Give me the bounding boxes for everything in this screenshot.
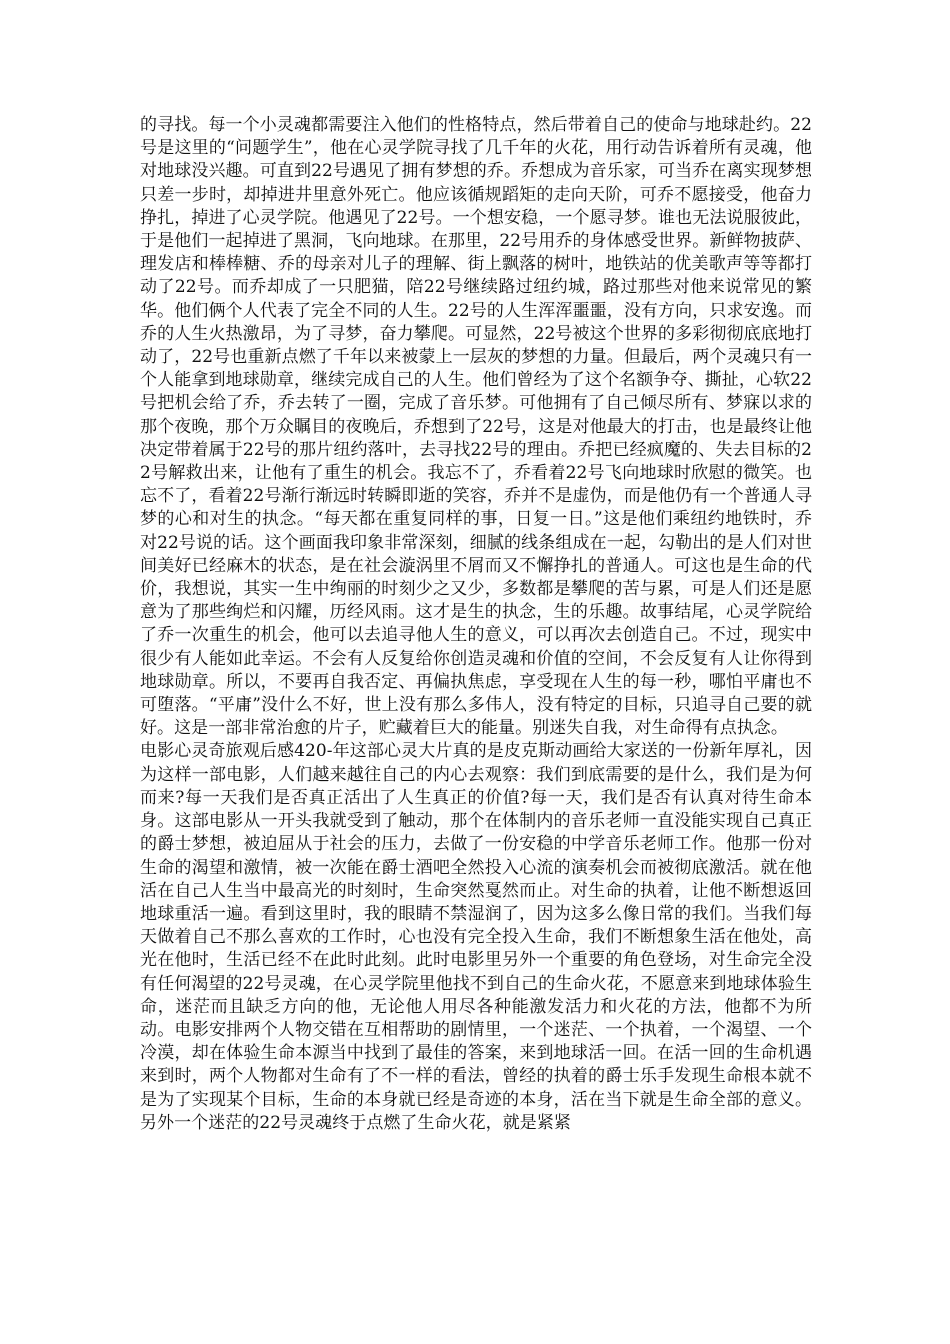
article-paragraph-2: 电影心灵奇旅观后感420-年这部心灵大片真的是皮克斯动画给大家送的一份新年厚礼，因为这样一部电影，人们越来越往自己的内心去观察：我们到底需要的是什么，我们是为何而来?每一天我们是否真正活出了人生真正的价值?每一天，我们是否有认真对待生命本身。这部电影从一开头我就受到了触动，那个在体制内的音乐老师一直没能实现自己真正的爵士梦想，被迫屈从于社会的压力，去做了一份安稳的中学音乐老师工作。他那一份对生命的渴望和激情，被一次能在爵士酒吧全然投入心流的演奏机会而被彻底激活。就在他活在自己人生当中最高光的时刻时，生命突然戛然而止。对生命的执着，让他不断想返回地球重活一遍。看到这里时，我的眼睛不禁湿润了，因为这多么像日常的我们。当我们每天做着自己不那么喜欢的工作时，心也没有完全投入生命，我们不断想象生活在他处，高光在他时，生活已经不在此时此刻。此时电影里另外一个重要的角色登场，对生命完全没有任何渴望的22号灵魂，在心灵学院里他找不到自己的生命火花，不愿意来到地球体验生命，迷茫而且缺乏方向的他，无论他人用尽各种能激发活力和火花的方法，他都不为所动。电影安排两个人物交错在互相帮助的剧情里，一个迷茫、一个执着，一个渴望、一个冷漠，却在体验生命本源当中找到了最佳的答案，来到地球活一回。在活一回的生命机遇来到时，两个人物都对生命有了不一样的看法，曾经的执着的爵士乐手发现生命根本就不是为了实现某个目标，生命的本身就已经是奇迹的本身，活在当下就是生命全部的意义。另外一个迷茫的22号灵魂终于点燃了生命火花，就是紧紧: [140, 741, 812, 1133]
article-body: [140, 114, 812, 1135]
article-paragraph-1: 的寻找。每一个小灵魂都需要注入他们的性格特点，然后带着自己的使命与地球赴约。22号是这里的“问题学生”，他在心灵学院寻找了几千年的火花，用行动告诉着所有灵魂，他对地球没兴趣。可直到22号遇见了拥有梦想的乔。乔想成为音乐家，可当乔在离实现梦想只差一步时，却掉进井里意外死亡。他应该循规蹈矩的走向天阶，可乔不愿接受，他奋力挣扎，掉进了心灵学院。他遇见了22号。一个想安稳，一个愿寻梦。谁也无法说服彼此，于是他们一起掉进了黑洞，飞向地球。在那里，22号用乔的身体感受世界。新鲜物披萨、理发店和棒棒糖、乔的母亲对儿子的理解、街上飘落的树叶，地铁站的优美歌声等等都打动了22号。而乔却成了一只肥猫，陪22号继续路过纽约城，路过那些对他来说常见的繁华。他们俩个人代表了完全不同的人生。22号的人生浑浑噩噩，没有方向，只求安逸。而乔的人生火热激昂，为了寻梦，奋力攀爬。可显然，22号被这个世界的多彩彻彻底底地打动了，22号也重新点燃了千年以来被蒙上一层灰的梦想的力量。但最后，两个灵魂只有一个人能拿到地球勋章，继续完成自己的人生。他们曾经为了这个名额争夺、撕扯，心软22号把机会给了乔，乔去转了一圈，完成了音乐梦。可他拥有了自己倾尽所有、梦寐以求的那个夜晚，那个万众瞩目的夜晚后，乔想到了22号，这是对他最大的打击，也是最终让他决定带着属于22号的那片纽约落叶，去寻找22号的理由。乔把已经疯魔的、失去目标的22号解救出来，让他有了重生的机会。我忘不了，乔看着22号飞向地球时欣慰的微笑。也忘不了，看着22号渐行渐远时转瞬即逝的笑容，乔并不是虚伪，而是他仍有一个普通人寻梦的心和对生的执念。“每天都在重复同样的事，日复一日。”这是他们乘纽约地铁时，乔对22号说的话。这个画面我印象非常深刻，细腻的线条组成在一起，勾勒出的是人们对世间美好已经麻木的状态，是在社会漩涡里不屑而又不懈挣扎的普通人。可这也是生命的代价，我想说，其实一生中绚丽的时刻少之又少，多数都是攀爬的苦与累，可是人们还是愿意为了那些绚烂和闪耀，历经风雨。这才是生的执念，生的乐趣。故事结尾，心灵学院给了乔一次重生的机会，他可以去追寻他人生的意义，可以再次去创造自己。不过，现实中很少有人能如此幸运。不会有人反复给你创造灵魂和价值的空间，不会反复有人让你得到地球勋章。所以，不要再自我否定、再偏执焦虑，享受现在人生的每一秒，哪怕平庸也不可堕落。“平庸”没什么不好，世上没有那么多伟人，没有特定的目标，只追寻自己要的就好。这是一部非常治愈的片子，贮藏着巨大的能量。别迷失自我，对生命得有点执念。: [140, 115, 812, 739]
